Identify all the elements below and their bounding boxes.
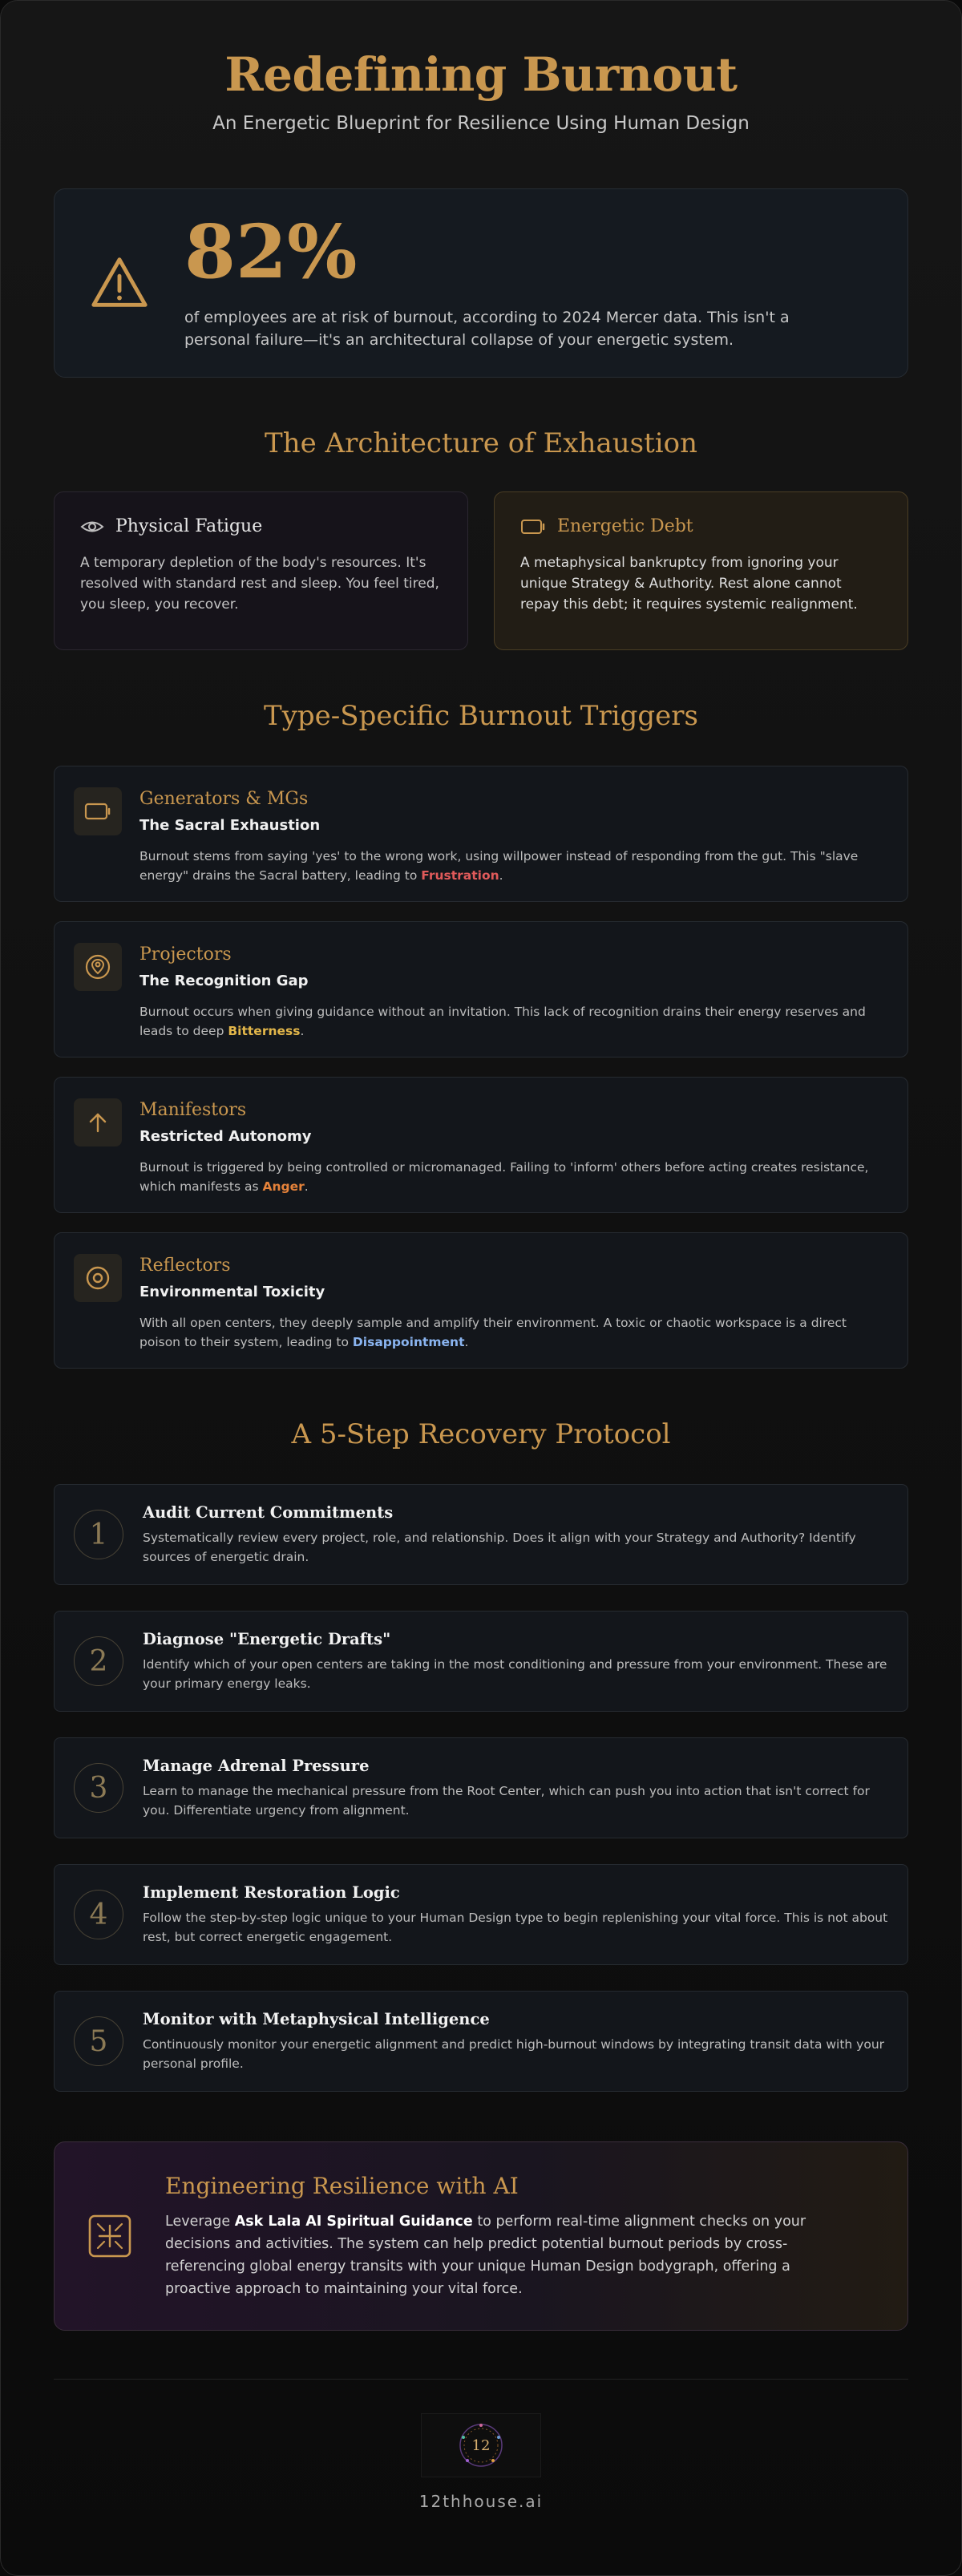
protocol-step (54, 1484, 908, 1585)
trigger-icon-box (74, 1254, 122, 1302)
step-number: 5 (74, 2016, 123, 2066)
step-text: Identify which of your open centers are taking in the most conditioning and pressure from your environment. These are your primary energy leaks. (143, 1656, 887, 1691)
trigger-subtitle: The Sacral Exhaustion (139, 817, 321, 834)
battery-icon (520, 518, 546, 536)
trigger-icon-box (74, 943, 122, 991)
ask-lala-highlight: Ask Lala AI Spiritual Guidance (234, 2213, 473, 2230)
site-domain[interactable]: 12thhouse.ai (418, 2492, 544, 2511)
physical-fatigue-card (54, 491, 468, 650)
circle-dot-icon (84, 1264, 111, 1292)
protocol-title: A 5-Step Recovery Protocol (291, 1418, 671, 1450)
trigger-subtitle: Restricted Autonomy (139, 1128, 312, 1145)
trigger-type-name: Projectors (139, 944, 232, 964)
step-title: Monitor with Metaphysical Intelligence (143, 2009, 490, 2028)
step-text: Follow the step-by-step logic unique to your Human Design type to begin replenishing your vital force. This is not about rest, but correct energetic engagement. (143, 1910, 888, 1944)
trigger-text: Burnout is triggered by being controlled or micromanaged. Failing to 'inform' others before acting creates resistance, which manifests as Anger. (139, 1160, 869, 1194)
stat-card (54, 188, 908, 378)
trigger-type-name: Generators & MGs (139, 789, 309, 809)
trigger-icon-box (74, 787, 122, 835)
trigger-subtitle: The Recognition Gap (139, 973, 309, 989)
trigger-type-name: Reflectors (139, 1256, 231, 1276)
footer (1, 2413, 961, 2511)
triggers-title: Type-Specific Burnout Triggers (264, 700, 698, 732)
step-title: Manage Adrenal Pressure (143, 1756, 370, 1775)
arrow-up-icon (86, 1110, 110, 1134)
card-text: A temporary depletion of the body's resources. It's resolved with standard rest and sleep. You feel tired, you sleep, you recover. (80, 555, 439, 613)
sparkle-frame-icon (87, 2213, 133, 2259)
alert-triangle-icon (88, 252, 151, 314)
step-number: 3 (74, 1763, 123, 1813)
trigger-icon-box (74, 1098, 122, 1146)
stat-description: of employees are at risk of burnout, according to 2024 Mercer data. This isn't a personal failure—it's an architectural collapse of your energetic system. (184, 309, 790, 349)
svg-text:12: 12 (471, 2437, 491, 2454)
protocol-step (54, 1864, 908, 1965)
anger-highlight: Anger (262, 1179, 305, 1194)
step-text: Systematically review every project, role, and relationship. Does it align with your Strategy and Authority? Identify sources of energetic drain. (143, 1530, 856, 1564)
card-text: A metaphysical bankruptcy from ignoring your unique Strategy & Authority. Rest alone cannot repay this debt; it requires systemic realignment. (520, 555, 858, 613)
footer-divider (54, 2379, 908, 2380)
stat-value: 82% (184, 208, 358, 295)
step-number: 2 (74, 1636, 123, 1686)
card-title: Energetic Debt (557, 516, 693, 536)
card-title: Physical Fatigue (115, 516, 263, 536)
page-subtitle: An Energetic Blueprint for Resilience Using Human Design (212, 113, 750, 134)
step-number: 1 (74, 1510, 123, 1559)
step-title: Diagnose "Energetic Drafts" (143, 1629, 391, 1648)
ai-text: Leverage Ask Lala AI Spiritual Guidance to perform real-time alignment checks on your decisions and activities. The system can help predict potential burnout periods by cross-referencing global energy transits with your unique Human Design bodygraph, offering a proactive approach to maintaining your vital force. (165, 2213, 806, 2297)
step-text: Continuously monitor your energetic alignment and predict high-burnout windows by integrating transit data with your personal profile. (143, 2036, 885, 2071)
bitterness-highlight: Bitterness (228, 1024, 301, 1038)
frustration-highlight: Frustration (421, 868, 499, 883)
trigger-text: Burnout stems from saying 'yes' to the wrong work, using willpower instead of responding from the gut. This "slave energy" drains the Sacral battery, leading to Frustration. (139, 849, 859, 883)
energetic-debt-card (494, 491, 908, 650)
target-pin-icon (84, 953, 111, 981)
eye-icon (80, 518, 104, 536)
architecture-cards (54, 491, 908, 650)
trigger-text: Burnout occurs when giving guidance without an invitation. This lack of recognition drains their energy reserves and leads to deep Bitterness. (139, 1005, 866, 1038)
ai-title: Engineering Resilience with AI (165, 2172, 519, 2199)
protocol-step (54, 1611, 908, 1712)
twelfth-house-logo-icon (453, 2417, 509, 2473)
protocol-step (54, 1991, 908, 2092)
step-text: Learn to manage the mechanical pressure from the Root Center, which can push you into action that isn't correct for you. Differentiate urgency from alignment. (143, 1783, 870, 1818)
trigger-text: With all open centers, they deeply sample and amplify their environment. A toxic or chaotic workspace is a direct poison to their system, leading to Disappointment. (139, 1316, 847, 1349)
disappointment-highlight: Disappointment (352, 1335, 465, 1349)
step-number: 4 (74, 1890, 123, 1939)
trigger-card-reflectors (54, 1232, 908, 1369)
protocol-step (54, 1737, 908, 1838)
step-title: Implement Restoration Logic (143, 1882, 400, 1902)
trigger-type-name: Manifestors (139, 1100, 247, 1120)
ai-resilience-card (54, 2141, 908, 2331)
trigger-card-projectors (54, 921, 908, 1057)
battery-icon (83, 801, 112, 822)
architecture-title: The Architecture of Exhaustion (265, 427, 697, 459)
trigger-card-generators (54, 766, 908, 902)
trigger-card-manifestors (54, 1077, 908, 1213)
page-title: Redefining Burnout (224, 47, 738, 102)
step-title: Audit Current Commitments (143, 1502, 394, 1522)
logo (421, 2413, 541, 2477)
header (1, 1, 961, 134)
trigger-subtitle: Environmental Toxicity (139, 1284, 325, 1300)
